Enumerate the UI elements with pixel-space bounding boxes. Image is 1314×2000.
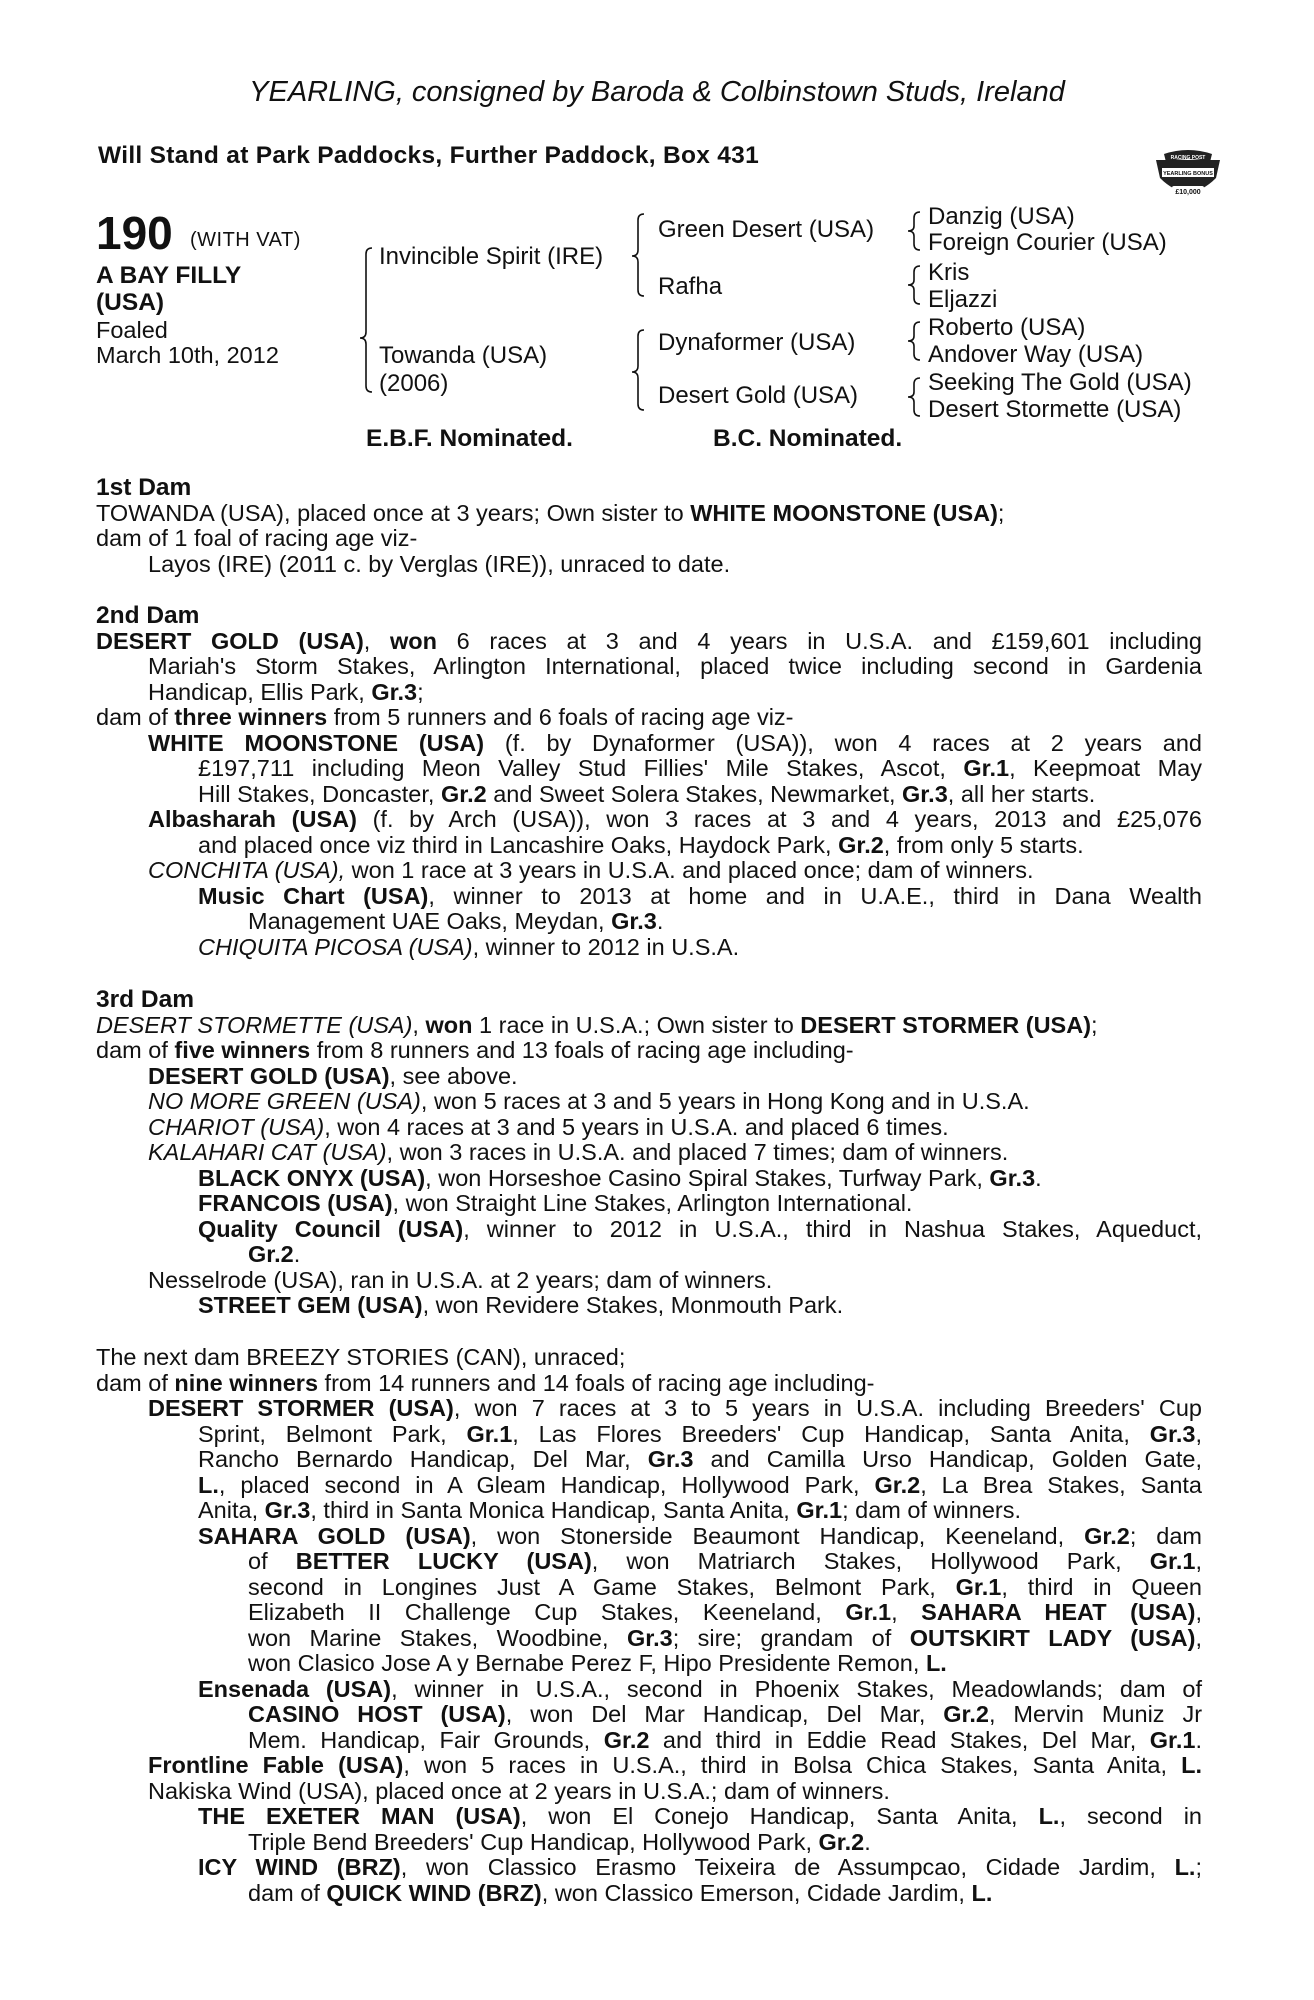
- next-dam-line: CASINO HOST (USA), won Del Mar Handicap, Del Mar, Gr.2, Mervin Muniz Jr: [248, 1701, 1203, 1727]
- svg-text:£10,000: £10,000: [1175, 189, 1201, 196]
- next-dam-section: [96, 1345, 1202, 1906]
- next-dam-line: Triple Bend Breeders' Cup Handicap, Hollywood Park, Gr.2.: [248, 1828, 871, 1855]
- next-dam-line: second in Longines Just A Game Stakes, Belmont Park, Gr.1, third in Queen: [248, 1573, 1202, 1600]
- third-dam-line: KALAHARI CAT (USA), won 3 races in U.S.A. and placed 7 times; dam of winners.: [148, 1139, 1009, 1165]
- second-dam-line: and placed once viz third in Lancashire Oaks, Haydock Park, Gr.2, from only 5 starts.: [198, 831, 1084, 858]
- pedigree-sire-dam: Rafha: [658, 273, 723, 300]
- bc-nominated: B.C. Nominated.: [713, 425, 903, 452]
- pedigree-ggp-4: Eljazzi: [928, 286, 998, 313]
- pedigree-ggp-7: Seeking The Gold (USA): [928, 369, 1192, 396]
- pedigree-ggp-2: Foreign Courier (USA): [928, 229, 1167, 256]
- next-dam-line: Nakiska Wind (USA), placed once at 2 years in U.S.A.; dam of winners.: [148, 1777, 890, 1804]
- next-dam-line: THE EXETER MAN (USA), won El Conejo Handicap, Santa Anita, L., second in: [198, 1803, 1202, 1829]
- foaled-label: Foaled: [96, 317, 168, 343]
- second-dam-line: WHITE MOONSTONE (USA) (f. by Dynaformer (USA)), won 4 races at 2 years and: [148, 729, 1202, 756]
- next-dam-line: ICY WIND (BRZ), won Classico Erasmo Teixeira de Assumpcao, Cidade Jardim, L.;: [198, 1854, 1202, 1880]
- first-dam-line: TOWANDA (USA), placed once at 3 years; Own sister to WHITE MOONSTONE (USA);: [96, 499, 1005, 526]
- pedigree-sire-sire: Green Desert (USA): [658, 216, 875, 243]
- next-dam-line: SAHARA GOLD (USA), won Stonerside Beaumont Handicap, Keeneland, Gr.2; dam: [198, 1522, 1202, 1549]
- third-dam-heading: 3rd Dam: [96, 986, 195, 1013]
- third-dam-section: [96, 987, 1202, 1319]
- next-dam-line: won Marine Stakes, Woodbine, Gr.3; sire; grandam of OUTSKIRT LADY (USA),: [248, 1624, 1202, 1651]
- pedigree-dam: Towanda (USA): [379, 342, 548, 369]
- next-dam-line: Mem. Handicap, Fair Grounds, Gr.2 and third in Eddie Read Stakes, Del Mar, Gr.1.: [248, 1726, 1202, 1753]
- third-dam-line: Gr.2.: [248, 1241, 301, 1267]
- second-dam-line: Handicap, Ellis Park, Gr.3;: [148, 678, 424, 705]
- third-dam-line: CHARIOT (USA), won 4 races at 3 and 5 years in U.S.A. and placed 6 times.: [148, 1113, 949, 1140]
- pedigree-ggp-6: Andover Way (USA): [928, 341, 1144, 368]
- pedigree-dam-dam: Desert Gold (USA): [658, 382, 859, 409]
- second-dam-line: DESERT GOLD (USA), won 6 races at 3 and 4 years in U.S.A. and £159,601 including: [96, 627, 1202, 654]
- second-dam-line: CONCHITA (USA), won 1 race at 3 years in U.S.A. and placed once; dam of winners.: [148, 857, 1034, 883]
- second-dam-line: CHIQUITA PICOSA (USA), winner to 2012 in U.S.A.: [198, 933, 740, 960]
- lot-number: 190: [96, 207, 173, 259]
- next-dam-line: Ensenada (USA), winner in U.S.A., second in Phoenix Stakes, Meadowlands; dam of: [198, 1675, 1202, 1702]
- ebf-nominated: E.B.F. Nominated.: [366, 425, 573, 452]
- next-dam-line: of BETTER LUCKY (USA), won Matriarch Stakes, Hollywood Park, Gr.1,: [248, 1548, 1203, 1574]
- second-dam-section: [96, 603, 1202, 960]
- next-dam-line: Anita, Gr.3, third in Santa Monica Handicap, Santa Anita, Gr.1; dam of winners.: [198, 1497, 1021, 1523]
- next-dam-line: Elizabeth II Challenge Cup Stakes, Keeneland, Gr.1, SAHARA HEAT (USA),: [248, 1599, 1202, 1625]
- lot-name-line2: (USA): [96, 289, 165, 316]
- third-dam-line: DESERT GOLD (USA), see above.: [148, 1062, 518, 1089]
- third-dam-line: Nesselrode (USA), ran in U.S.A. at 2 years; dam of winners.: [148, 1266, 773, 1293]
- second-dam-line: Hill Stakes, Doncaster, Gr.2 and Sweet Solera Stakes, Newmarket, Gr.3, all her starts.: [198, 780, 1096, 807]
- foaled-date: March 10th, 2012: [96, 342, 279, 368]
- third-dam-line: Quality Council (USA), winner to 2012 in U.S.A., third in Nashua Stakes, Aqueduct,: [198, 1215, 1202, 1242]
- third-dam-line: DESERT STORMETTE (USA), won 1 race in U.S.A.; Own sister to DESERT STORMER (USA);: [96, 1011, 1098, 1038]
- stand-location: Will Stand at Park Paddocks, Further Paddock, Box 431: [98, 142, 760, 169]
- second-dam-line: Management UAE Oaks, Meydan, Gr.3.: [248, 908, 664, 934]
- next-dam-line: Frontline Fable (USA), won 5 races in U.S.A., third in Bolsa Chica Stakes, Santa Anita, L.: [148, 1752, 1202, 1778]
- pedigree-sire: Invincible Spirit (IRE): [379, 243, 604, 270]
- second-dam-line: Albasharah (USA) (f. by Arch (USA)), won 3 races at 3 and 4 years, 2013 and £25,076: [148, 806, 1202, 832]
- pedigree-dam-sire: Dynaformer (USA): [658, 329, 856, 356]
- third-dam-line: STREET GEM (USA), won Revidere Stakes, Monmouth Park.: [198, 1292, 844, 1318]
- next-dam-line: Sprint, Belmont Park, Gr.1, Las Flores Breeders' Cup Handicap, Santa Anita, Gr.3,: [198, 1420, 1202, 1447]
- first-dam-line: dam of 1 foal of racing age viz-: [96, 525, 418, 551]
- consignment-title: YEARLING, consigned by Baroda & Colbinstown Studs, Ireland: [249, 76, 1065, 108]
- third-dam-line: FRANCOIS (USA), won Straight Line Stakes, Arlington International.: [198, 1190, 913, 1216]
- svg-text:YEARLING BONUS: YEARLING BONUS: [1163, 171, 1213, 177]
- pedigree-ggp-3: Kris: [928, 259, 970, 286]
- pedigree-ggp-5: Roberto (USA): [928, 314, 1086, 341]
- pedigree-dam-year: (2006): [379, 370, 449, 397]
- second-dam-line: Mariah's Storm Stakes, Arlington International, placed twice including second in Gardenia: [148, 653, 1202, 679]
- first-dam-heading: 1st Dam: [96, 474, 192, 501]
- third-dam-line: dam of five winners from 8 runners and 13 foals of racing age including-: [96, 1037, 854, 1063]
- next-dam-line: won Clasico Jose A y Bernabe Perez F, Hipo Presidente Remon, L.: [248, 1650, 947, 1676]
- svg-text:RACING POST: RACING POST: [1170, 155, 1206, 161]
- second-dam-line: Music Chart (USA), winner to 2013 at home and in U.A.E., third in Dana Wealth: [198, 882, 1203, 909]
- second-dam-line: dam of three winners from 5 runners and 6 foals of racing age viz-: [96, 704, 794, 730]
- first-dam-section: [96, 475, 1202, 577]
- next-dam-line: The next dam BREEZY STORIES (CAN), unraced;: [96, 1344, 626, 1370]
- next-dam-line: Rancho Bernardo Handicap, Del Mar, Gr.3 and Camilla Urso Handicap, Golden Gate,: [198, 1446, 1203, 1472]
- second-dam-heading: 2nd Dam: [96, 602, 200, 629]
- next-dam-line: L., placed second in A Gleam Handicap, Hollywood Park, Gr.2, La Brea Stakes, Santa: [198, 1471, 1203, 1498]
- lot-name-line1: A BAY FILLY: [96, 262, 242, 289]
- third-dam-line: BLACK ONYX (USA), won Horseshoe Casino Spiral Stakes, Turfway Park, Gr.3.: [198, 1164, 1042, 1191]
- next-dam-line: dam of QUICK WIND (BRZ), won Classico Emerson, Cidade Jardim, L.: [248, 1879, 993, 1906]
- first-dam-foal: Layos (IRE) (2011 c. by Verglas (IRE)), unraced to date.: [148, 550, 731, 577]
- third-dam-line: NO MORE GREEN (USA), won 5 races at 3 and 5 years in Hong Kong and in U.S.A.: [148, 1088, 1030, 1114]
- next-dam-line: dam of nine winners from 14 runners and 14 foals of racing age including-: [96, 1369, 875, 1396]
- pedigree-ggp-1: Danzig (USA): [928, 203, 1075, 230]
- second-dam-line: £197,711 including Meon Valley Stud Fillies' Mile Stakes, Ascot, Gr.1, Keepmoat May: [198, 755, 1202, 781]
- next-dam-line: DESERT STORMER (USA), won 7 races at 3 to 5 years in U.S.A. including Breeders' Cup: [148, 1395, 1202, 1421]
- vat-label: (WITH VAT): [190, 229, 301, 251]
- pedigree-ggp-8: Desert Stormette (USA): [928, 396, 1182, 423]
